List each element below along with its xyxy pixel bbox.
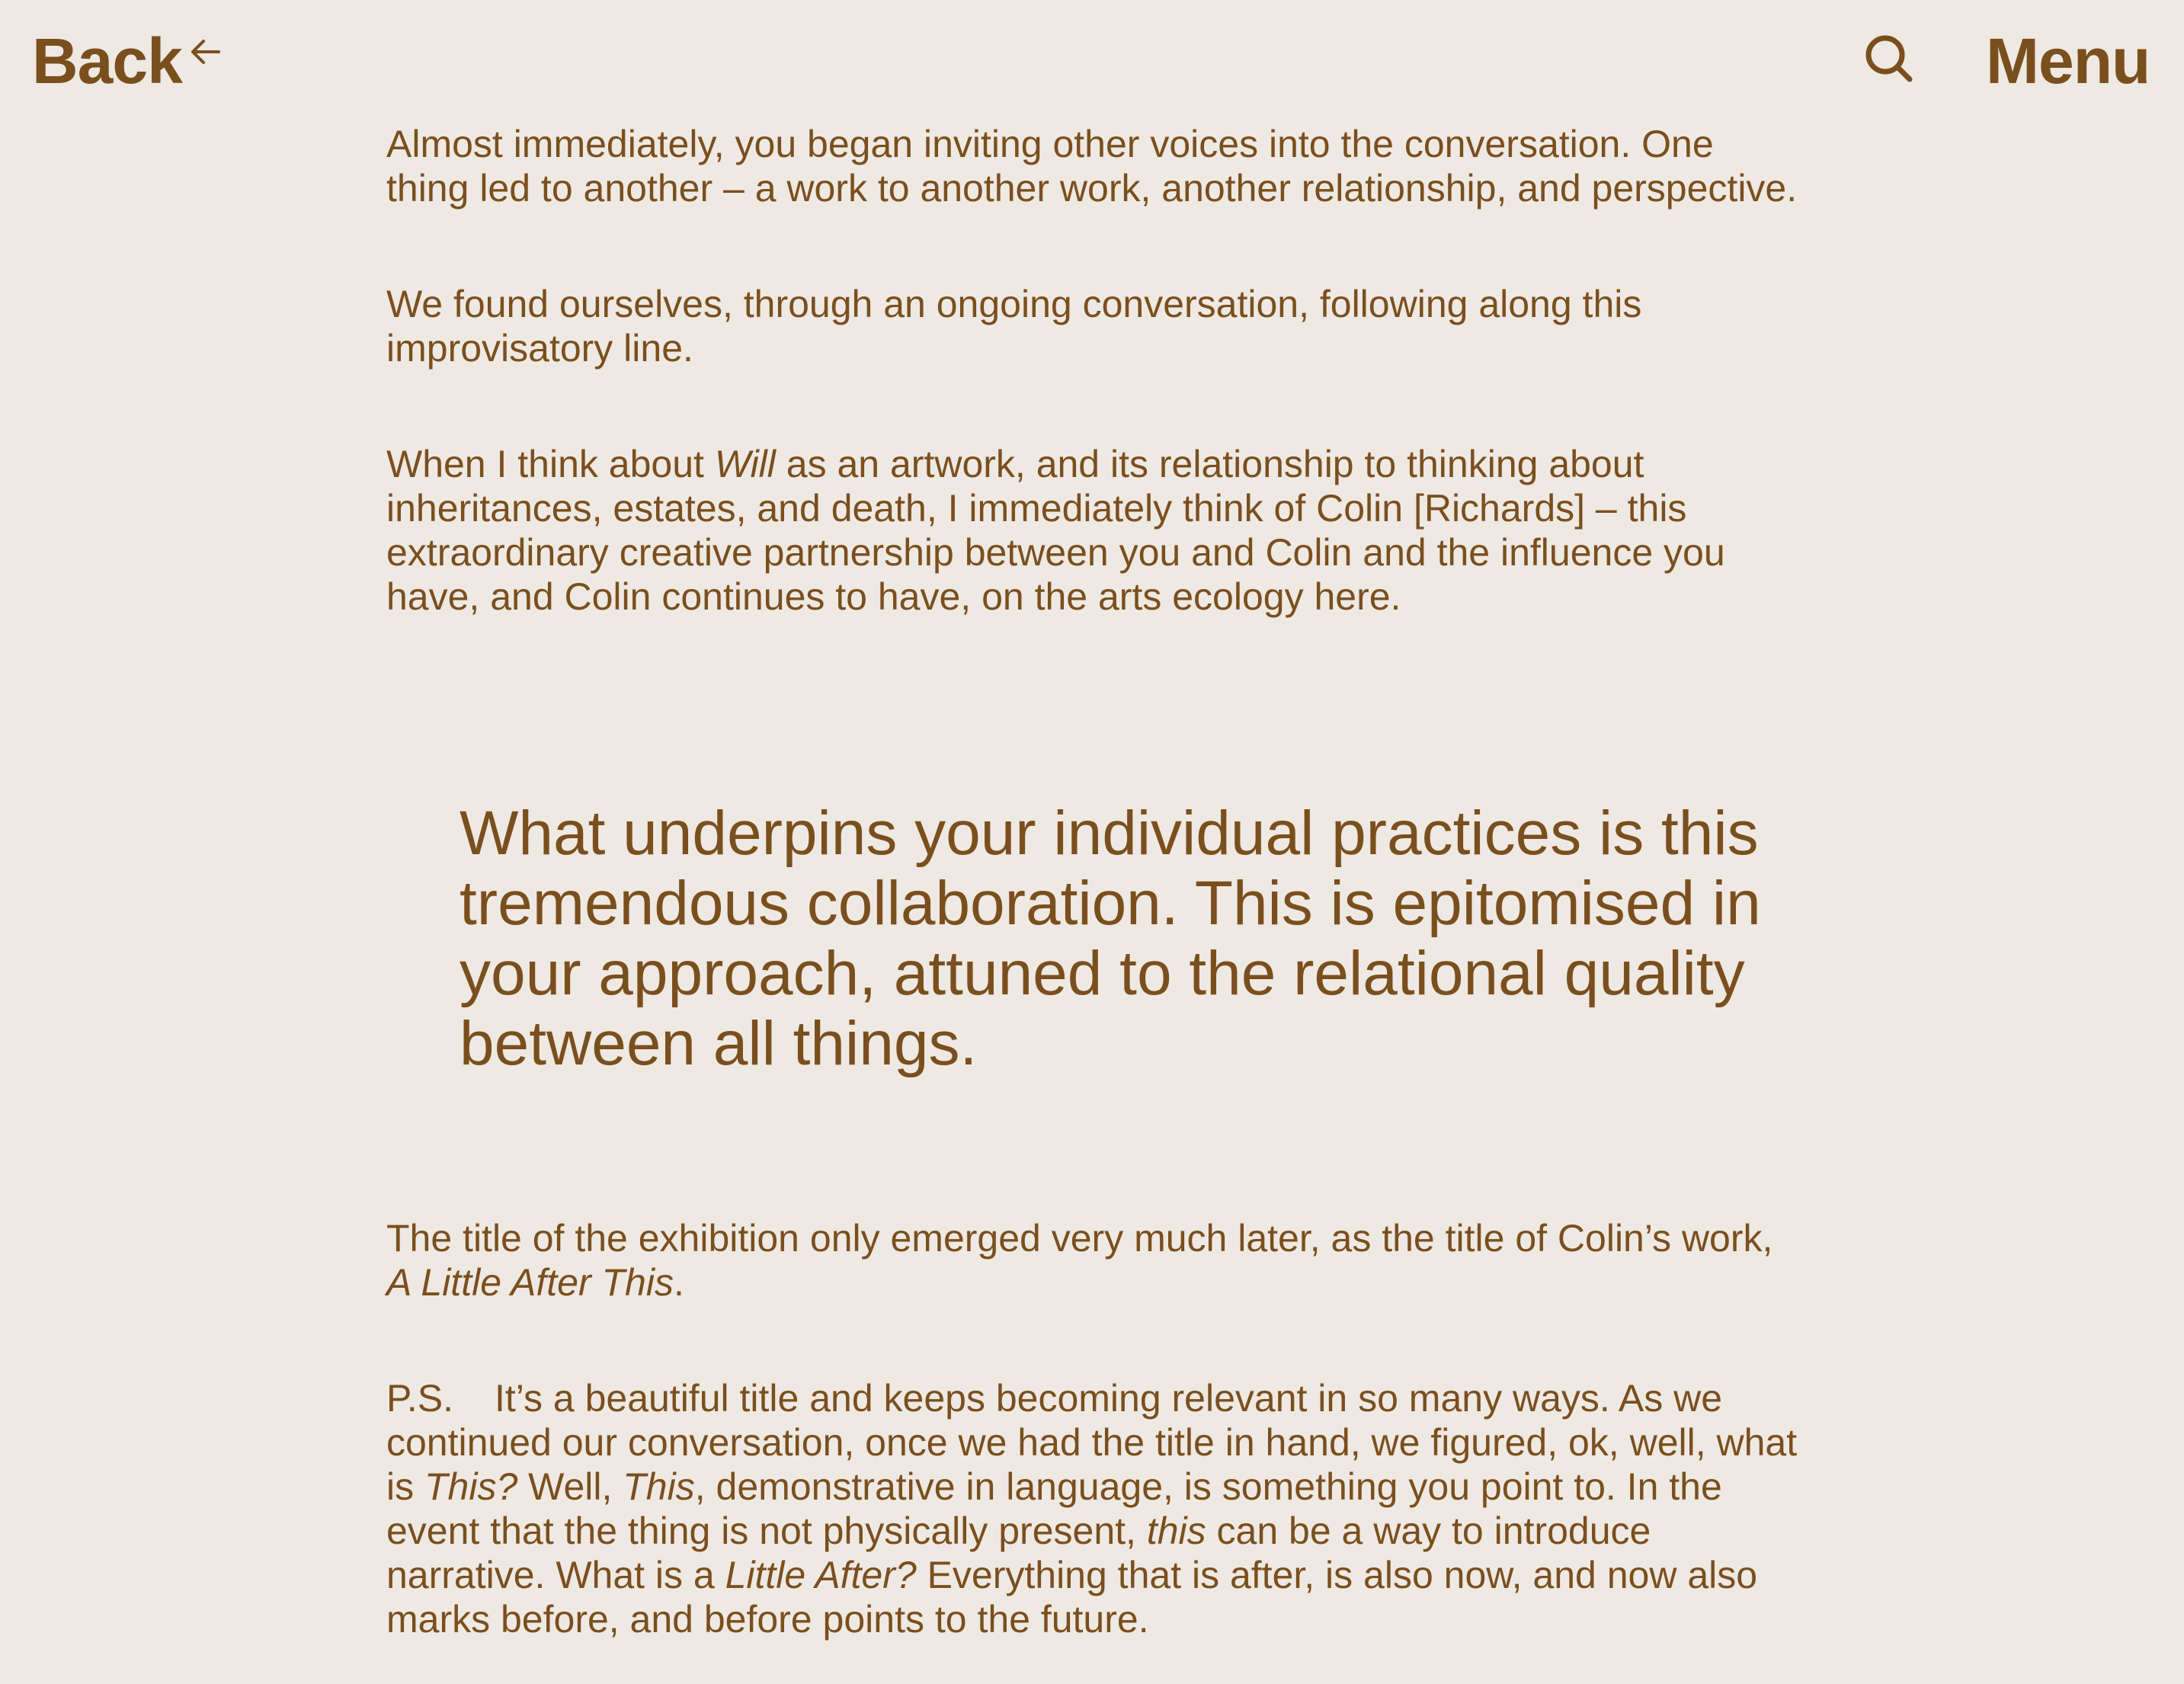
text: Everything that is after, is also now, and now also marks before, and before points to the future.: [386, 1554, 1758, 1641]
italic-text: This?: [424, 1465, 518, 1508]
italic-title: A Little After This: [386, 1261, 674, 1304]
italic-title: Will: [714, 443, 776, 485]
article-body: [386, 122, 1804, 619]
menu-button[interactable]: Menu: [1986, 25, 2150, 97]
text: When I think about: [386, 443, 715, 485]
italic-text: Little After?: [725, 1554, 917, 1596]
text: .: [673, 1261, 684, 1304]
text: Well,: [517, 1465, 623, 1508]
ps-label: P.S.: [386, 1377, 454, 1420]
paragraph: We found ourselves, through an ongoing conversation, following along this improvisatory line.: [386, 283, 1642, 370]
text: The title of the exhibition only emerged very much later, as the title of Colin’s work,: [386, 1217, 1773, 1260]
article-body-continued: [386, 1216, 1804, 1641]
text: It’s a beautiful title and keeps becoming relevant in so many ways. As we continued our conversation, once we had the title in hand, we figured, ok, well, what is: [386, 1377, 1798, 1508]
paragraph: [386, 1216, 1804, 1305]
pull-quote: What underpins your individual practices is this tremendous collaboration. This is epitomised in your approach, attuned to the relational quality between all things.: [460, 799, 1761, 1078]
search-icon[interactable]: [1861, 30, 1916, 85]
paragraph: [386, 442, 1804, 619]
text: , demonstrative in language, is something you point to. In the event that the thing is not physically present,: [386, 1465, 1722, 1552]
italic-text: this: [1146, 1510, 1206, 1552]
text: as an artwork, and its relationship to thinking about inheritances, estates, and death, I immediately think of Colin [Richards] – this extraordinary creative partnership between you and Colin and the influence you have, and Colin continues to have, on the arts ecology here.: [386, 443, 1725, 618]
text: can be a way to introduce narrative. What is a: [386, 1510, 1651, 1596]
paragraph: Almost immediately, you began inviting other voices into the conversation. One thing led to another – a work to another work, another relationship, and perspective.: [386, 123, 1798, 210]
postscript-paragraph: [386, 1376, 1804, 1641]
italic-text: This: [623, 1465, 695, 1508]
arrow-left-icon: [187, 34, 223, 70]
back-button[interactable]: [32, 23, 223, 99]
back-label: Back: [32, 25, 182, 97]
